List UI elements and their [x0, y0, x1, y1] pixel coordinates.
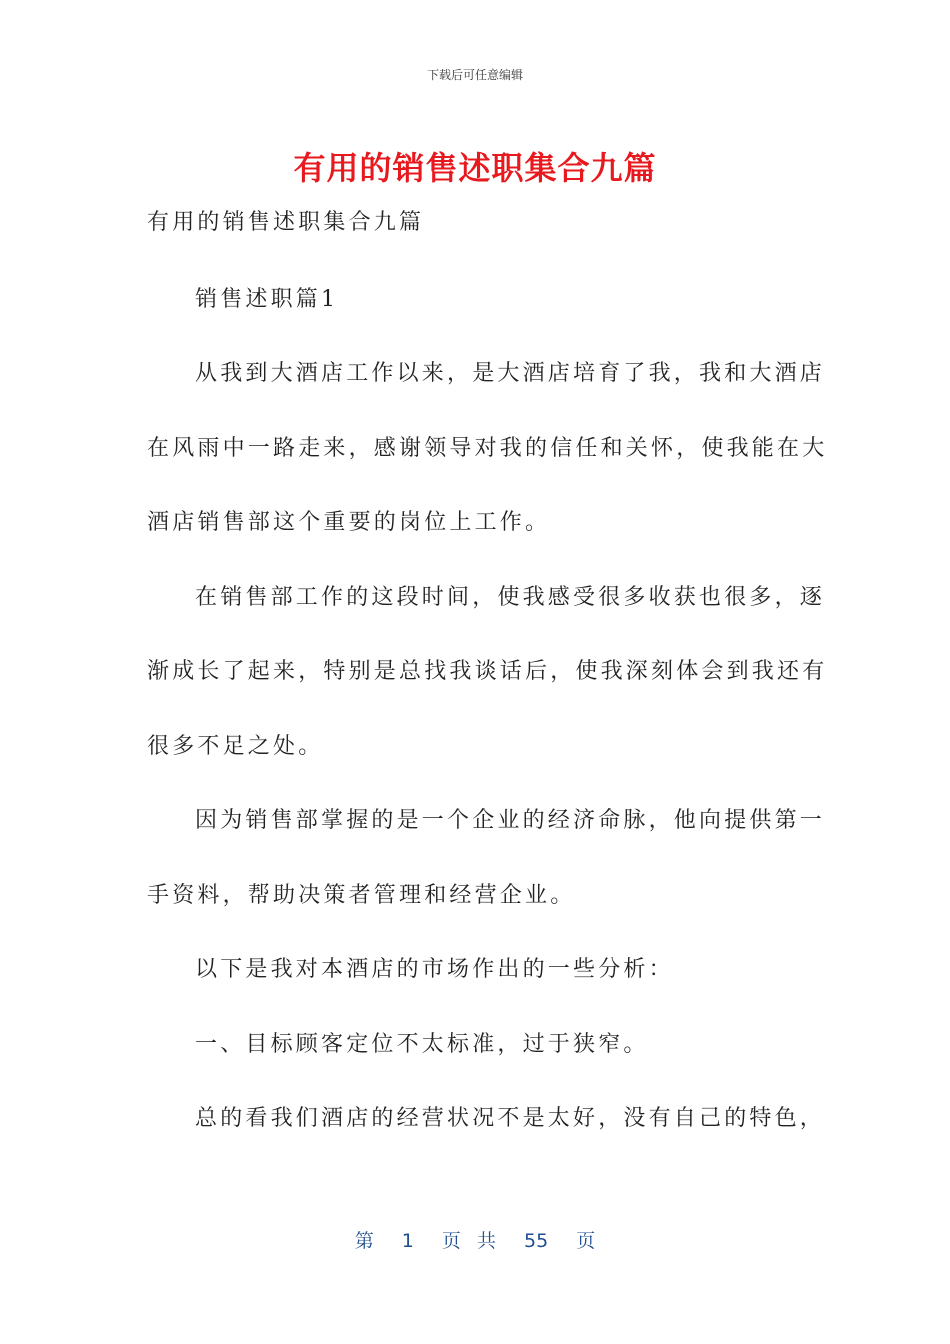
header-note: 下载后可任意编辑: [426, 68, 523, 82]
current-page-number: 1: [401, 1230, 414, 1252]
page-label-suffix: 页: [576, 1230, 596, 1252]
paragraph-line: 很多不足之处。: [147, 734, 324, 759]
page-footer: [0, 1226, 950, 1253]
paragraph-line: 因为销售部掌握的是一个企业的经济命脉，他向提供第一: [195, 808, 826, 833]
paragraph-line: 渐成长了起来，特别是总找我谈话后，使我深刻体会到我还有: [147, 659, 828, 684]
paragraph-line: 一、目标顾客定位不太标准，过于狭窄。: [195, 1032, 649, 1057]
paragraph-line: 在销售部工作的这段时间，使我感受很多收获也很多，逐: [195, 585, 826, 610]
paragraph-line: 在风雨中一路走来，感谢领导对我的信任和关怀，使我能在大: [147, 436, 828, 461]
paragraph-line: 酒店销售部这个重要的岗位上工作。: [147, 510, 551, 535]
total-pages-number: 55: [524, 1230, 549, 1252]
document-title: 有用的销售述职集合九篇: [293, 149, 657, 187]
document-subtitle: 有用的销售述职集合九篇: [147, 210, 425, 235]
paragraph-line: 总的看我们酒店的经营状况不是太好，没有自己的特色，: [195, 1106, 826, 1131]
paragraph-line: 从我到大酒店工作以来，是大酒店培育了我，我和大酒店: [195, 361, 826, 386]
paragraph-line: 手资料，帮助决策者管理和经营企业。: [147, 883, 576, 908]
page-label-prefix: 第: [354, 1230, 374, 1252]
page-label-middle: 页 共: [441, 1230, 496, 1252]
section-heading: 销售述职篇1: [195, 287, 339, 312]
paragraph-line: 以下是我对本酒店的市场作出的一些分析：: [195, 957, 674, 982]
